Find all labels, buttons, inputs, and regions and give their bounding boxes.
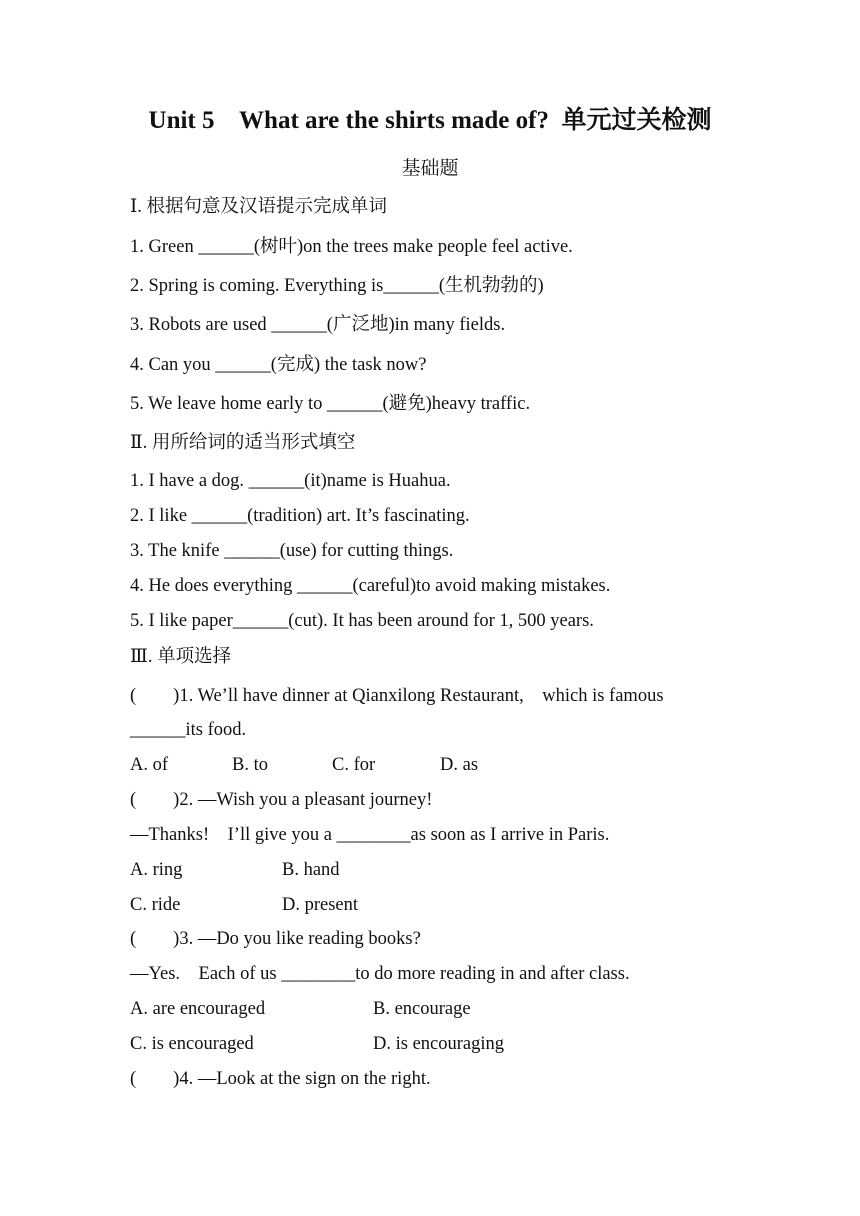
page-subtitle: 基础题	[401, 158, 459, 179]
section-1-item-4: 4. Can you ______(完成) the task now?	[130, 355, 427, 375]
question-1-option-a: A. of	[130, 755, 169, 775]
question-2-option-c: C. ride	[130, 895, 181, 915]
question-1-option-c: C. for	[332, 755, 376, 775]
section-2-heading: Ⅱ. 用所给词的适当形式填空	[130, 433, 356, 453]
section-1-item-5: 5. We leave home early to ______(避免)heavy traffic.	[130, 394, 531, 414]
question-3-stem: ( )3. —Do you like reading books?	[130, 929, 421, 949]
section-3-heading: Ⅲ. 单项选择	[130, 647, 232, 667]
section-2-item-5: 5. I like paper______(cut). It has been around for 1, 500 years.	[130, 611, 594, 631]
section-2-item-2: 2. I like ______(tradition) art. It’s fascinating.	[130, 506, 470, 526]
question-3-option-b: B. encourage	[373, 999, 471, 1019]
question-1-option-d: D. as	[440, 755, 479, 775]
section-2-item-3: 3. The knife ______(use) for cutting things.	[130, 541, 454, 561]
question-2-stem-cont: —Thanks! I’ll give you a ________as soon as I arrive in Paris.	[130, 825, 610, 845]
question-3-stem-cont: —Yes. Each of us ________to do more reading in and after class.	[130, 964, 630, 984]
question-2-option-d: D. present	[282, 895, 359, 915]
section-1-item-2: 2. Spring is coming. Everything is______(生机勃勃的)	[130, 276, 544, 296]
question-2-option-b: B. hand	[282, 860, 340, 880]
question-3-option-d: D. is encouraging	[373, 1034, 505, 1054]
question-3-option-c: C. is encouraged	[130, 1034, 254, 1054]
question-1-option-b: B. to	[232, 755, 268, 775]
section-2-item-4: 4. He does everything ______(careful)to avoid making mistakes.	[130, 576, 611, 596]
question-1-stem: ( )1. We’ll have dinner at Qianxilong Restaurant, which is famous	[130, 686, 664, 706]
question-2-stem: ( )2. —Wish you a pleasant journey!	[130, 790, 433, 810]
question-1-stem-cont: ______its food.	[130, 720, 247, 740]
section-2-item-1: 1. I have a dog. ______(it)name is Huahua.	[130, 471, 451, 491]
section-1-item-1: 1. Green ______(树叶)on the trees make people feel active.	[130, 237, 573, 257]
question-4-stem: ( )4. —Look at the sign on the right.	[130, 1069, 431, 1089]
section-1-heading: Ⅰ. 根据句意及汉语提示完成单词	[130, 197, 388, 217]
question-2-option-a: A. ring	[130, 860, 183, 880]
section-1-item-3: 3. Robots are used ______(广泛地)in many fields.	[130, 315, 506, 335]
page-title: Unit 5 What are the shirts made of? 单元过关检测	[148, 107, 712, 134]
question-3-option-a: A. are encouraged	[130, 999, 266, 1019]
